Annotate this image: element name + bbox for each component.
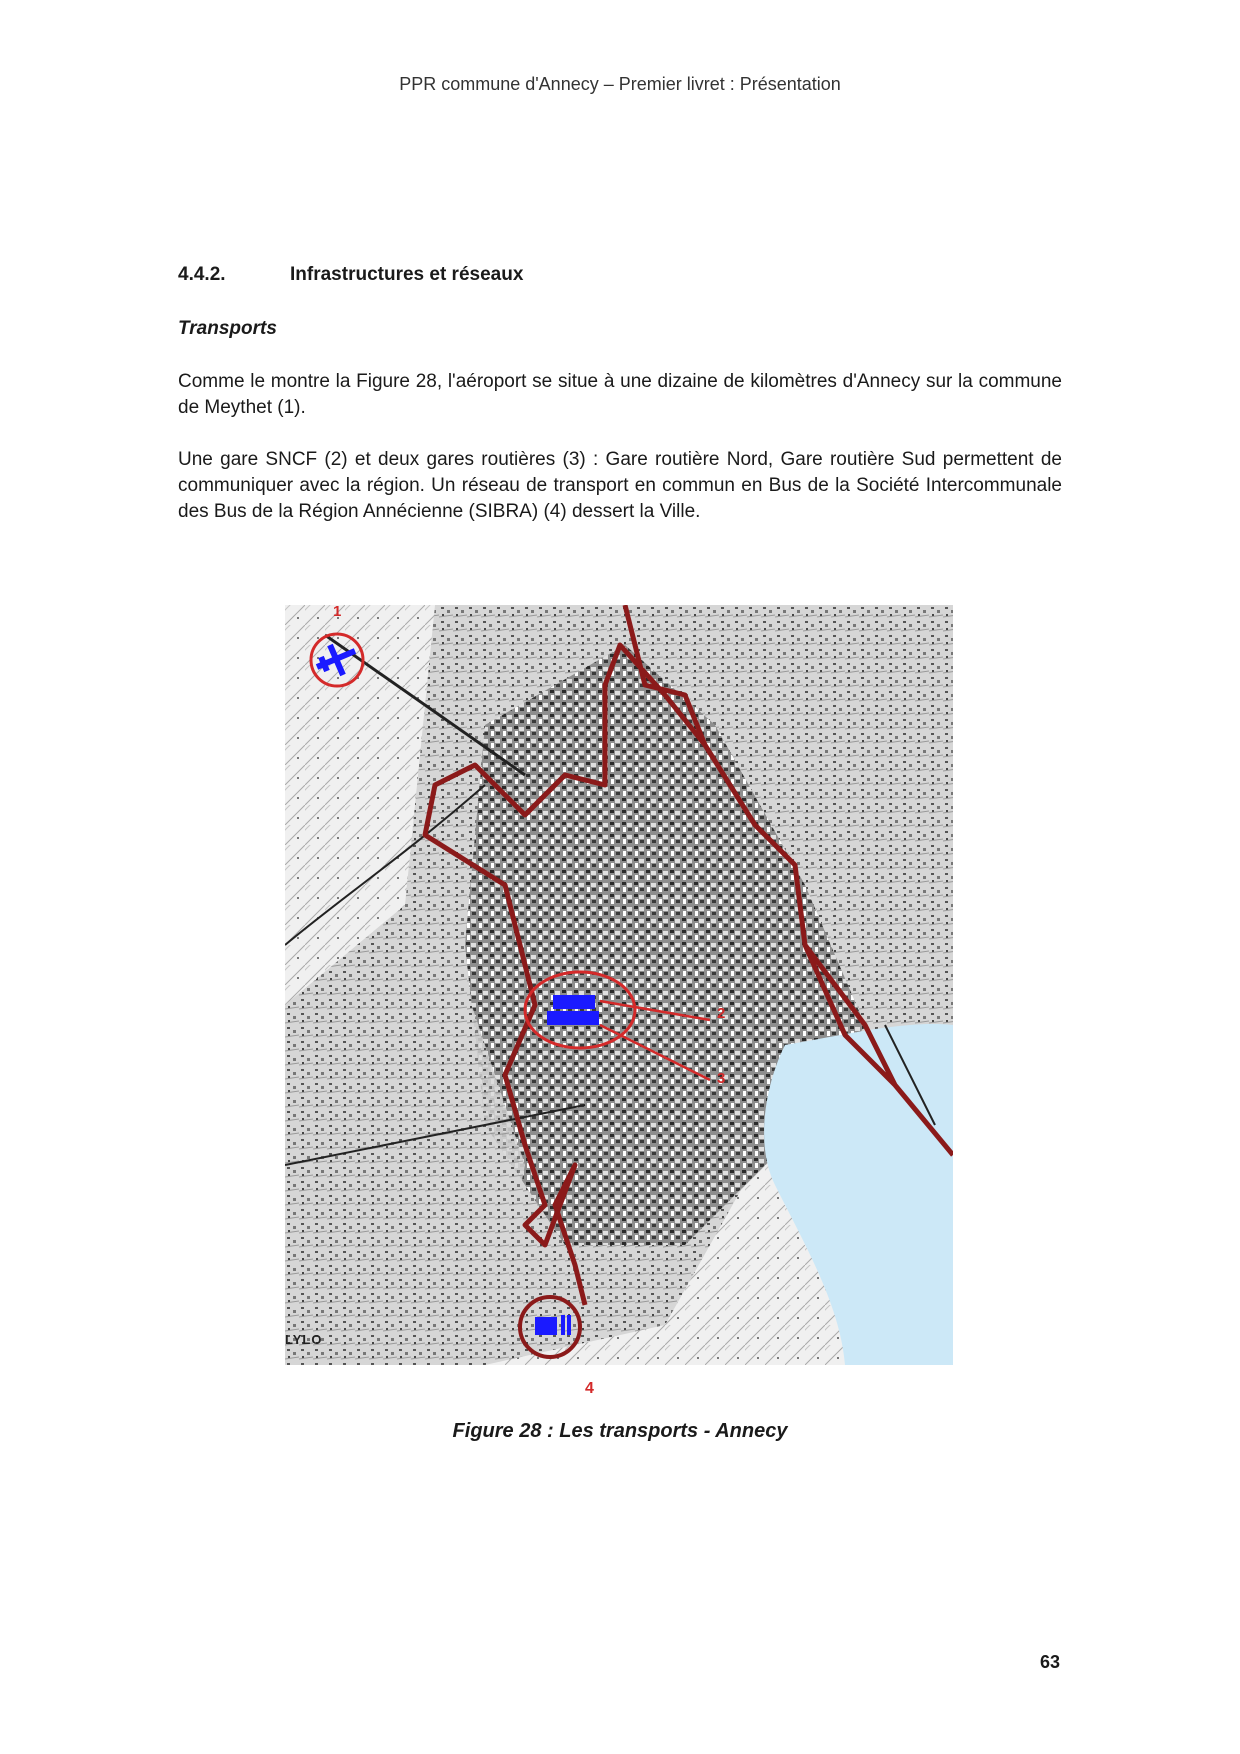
map-label: LYLO	[285, 1332, 323, 1347]
paragraph-airport: Comme le montre la Figure 28, l'aéroport se situe à une dizaine de kilomètres d'Annecy sur la commune de Meythet (1).	[178, 371, 1062, 418]
figure-caption: Figure 28 : Les transports - Annecy	[452, 1420, 788, 1442]
paragraph-stations: Une gare SNCF (2) et deux gares routières (3) : Gare routière Nord, Gare routière Sud permettent de communiquer avec la région. Un réseau de transport en commun en Bus de la Société Intercommunale des Bus de la Région Annécienne (SIBRA) (4) dessert la Ville.	[178, 449, 1062, 522]
marker-label-3: 3	[717, 1070, 726, 1087]
bus-station-icon	[547, 1011, 599, 1025]
marker-label-2: 2	[717, 1005, 726, 1022]
marker-label-1: 1	[333, 603, 342, 620]
page-number: 63	[1040, 1652, 1061, 1672]
map-image	[285, 605, 953, 1365]
subheading: Transports	[178, 318, 277, 339]
section-title: Infrastructures et réseaux	[290, 264, 524, 285]
bus-icon	[535, 1317, 557, 1335]
running-header: PPR commune d'Annecy – Premier livret : Présentation	[399, 74, 841, 94]
transport-map	[285, 605, 953, 1365]
section-number: 4.4.2.	[178, 264, 226, 285]
marker-label-4: 4	[585, 1380, 594, 1397]
train-icon	[553, 995, 595, 1009]
